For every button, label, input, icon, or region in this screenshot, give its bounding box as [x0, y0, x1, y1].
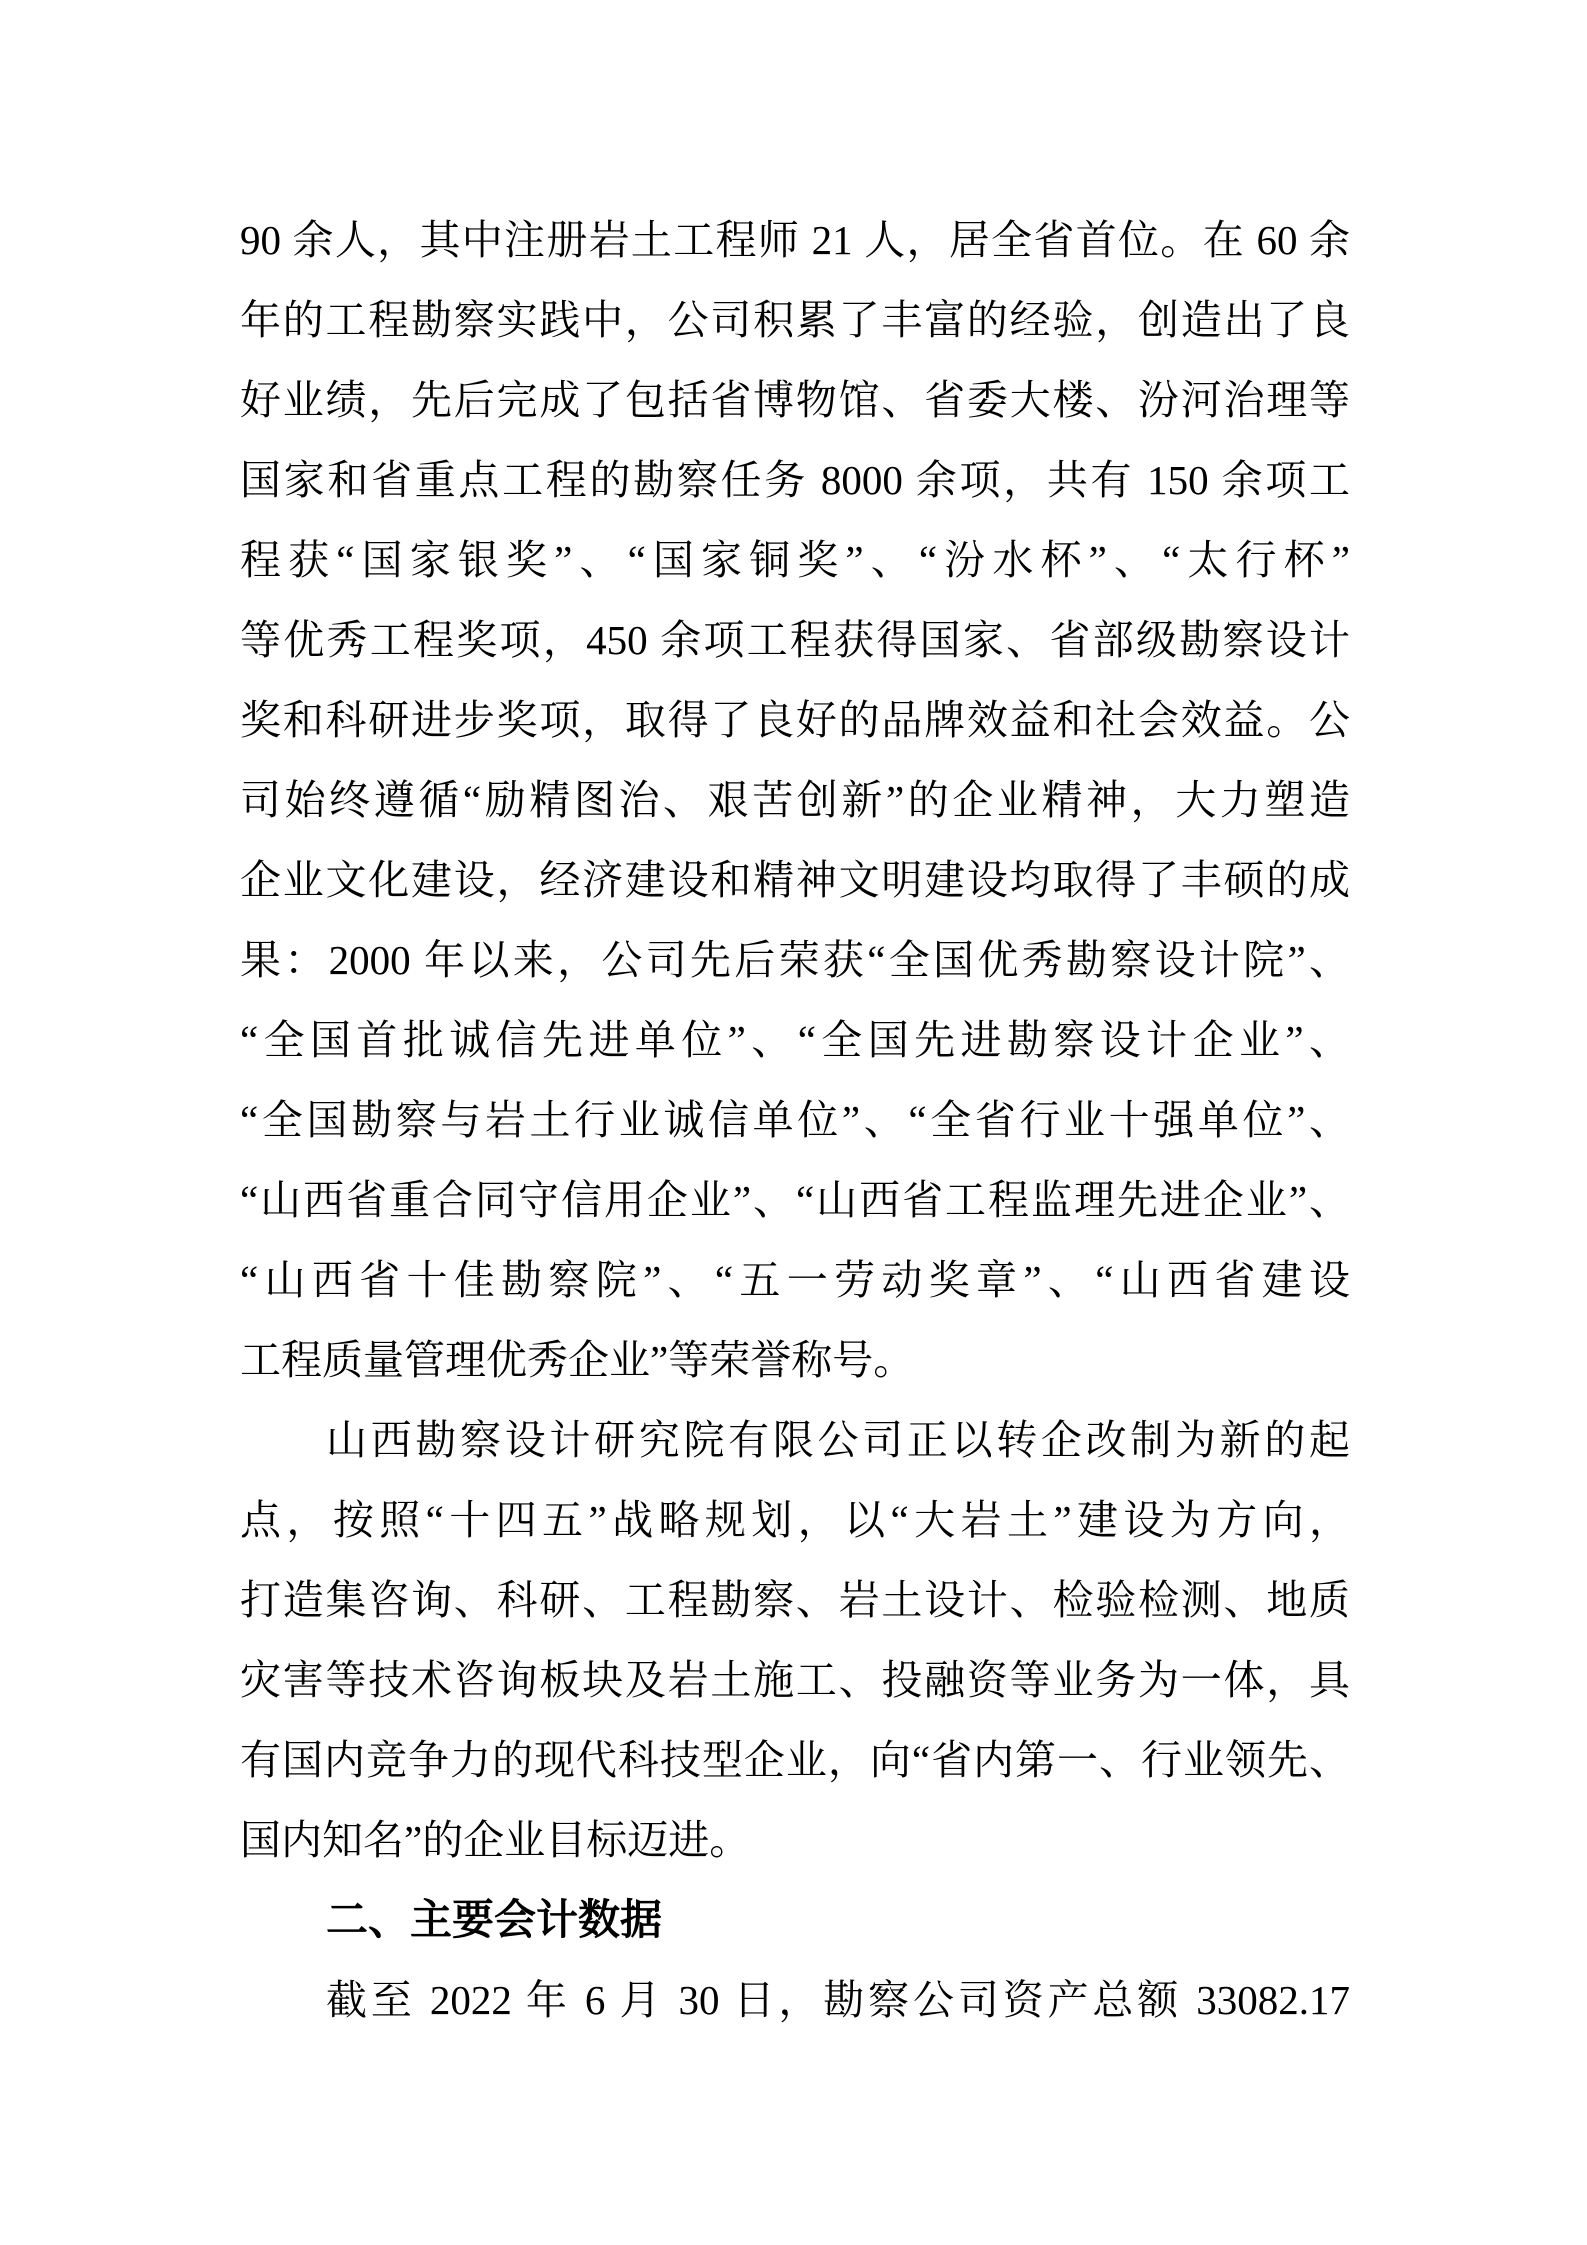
p3-line-1: 截至 2022 年 6 月 30 日，勘察公司资产总额 33082.17 [326, 1977, 1350, 2023]
p1-line-5: 程获“国家银奖”、“国家铜奖”、“汾水杯”、“太行杯” [240, 537, 1350, 583]
p1-line-3: 好业绩，先后完成了包括省博物馆、省委大楼、汾河治理等 [240, 377, 1350, 423]
p1-line-6: 等优秀工程奖项，450 余项工程获得国家、省部级勘察设计 [240, 617, 1350, 663]
paragraph-1 [240, 200, 1350, 1400]
p1-line-12: “全国勘察与岩土行业诚信单位”、“全省行业十强单位”、 [240, 1097, 1350, 1143]
p2-line-2: 点，按照“十四五”战略规划，以“大岩土”建设为方向， [240, 1497, 1350, 1543]
p2-line-6: 国内知名”的企业目标迈进。 [240, 1817, 751, 1863]
paragraph-2 [240, 1400, 1350, 1880]
p1-line-4: 国家和省重点工程的勘察任务 8000 余项，共有 150 余项工 [240, 457, 1350, 503]
p1-line-13: “山西省重合同守信用企业”、“山西省工程监理先进企业”、 [240, 1177, 1350, 1223]
p1-line-10: 果：2000 年以来，公司先后荣获“全国优秀勘察设计院”、 [240, 937, 1350, 983]
p1-line-14: “山西省十佳勘察院”、“五一劳动奖章”、“山西省建设 [240, 1257, 1350, 1303]
text-column [240, 200, 1350, 2040]
p2-line-4: 灾害等技术咨询板块及岩土施工、投融资等业务为一体，具 [240, 1657, 1350, 1703]
p1-line-2: 年的工程勘察实践中，公司积累了丰富的经验，创造出了良 [240, 297, 1350, 343]
p1-line-7: 奖和科研进步奖项，取得了良好的品牌效益和社会效益。公 [240, 697, 1350, 743]
p2-line-1: 山西勘察设计研究院有限公司正以转企改制为新的起 [326, 1417, 1350, 1463]
section-heading: 二、主要会计数据 [326, 1895, 663, 1944]
p2-line-3: 打造集咨询、科研、工程勘察、岩土设计、检验检测、地质 [240, 1577, 1350, 1623]
p2-line-5: 有国内竞争力的现代科技型企业，向“省内第一、行业领先、 [240, 1737, 1350, 1783]
p1-line-8: 司始终遵循“励精图治、艰苦创新”的企业精神，大力塑造 [240, 777, 1350, 823]
p1-line-15: 工程质量管理优秀企业”等荣誉称号。 [240, 1337, 915, 1383]
p1-line-11: “全国首批诚信先进单位”、“全国先进勘察设计企业”、 [240, 1017, 1350, 1063]
p1-line-9: 企业文化建设，经济建设和精神文明建设均取得了丰硕的成 [240, 857, 1350, 903]
paragraph-3 [240, 1960, 1350, 2040]
p1-line-1: 90 余人，其中注册岩土工程师 21 人，居全省首位。在 60 余 [240, 217, 1350, 263]
